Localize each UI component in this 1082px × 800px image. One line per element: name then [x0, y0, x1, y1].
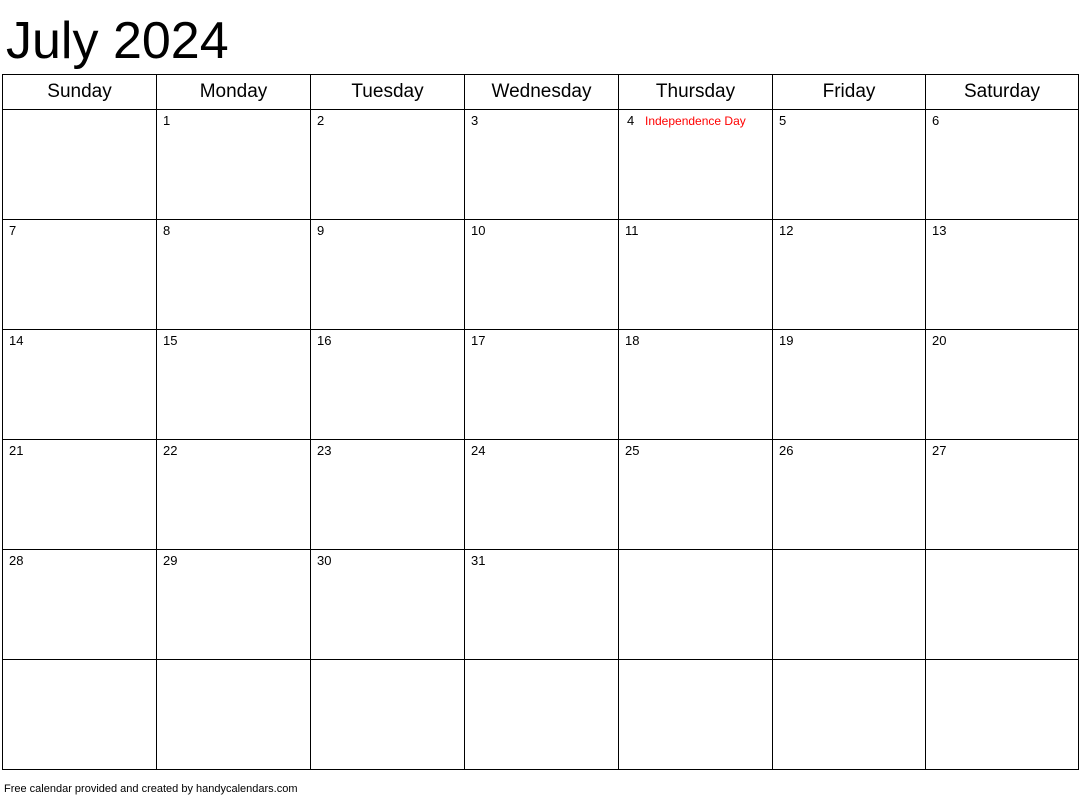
day-cell[interactable]	[3, 220, 157, 330]
day-number: 13	[932, 223, 947, 238]
title-year: 2024	[112, 12, 229, 70]
day-number: 26	[779, 443, 794, 458]
calendar-week-row	[3, 110, 1079, 220]
calendar-week-row	[3, 330, 1079, 440]
day-number: 14	[9, 333, 24, 348]
day-number: 20	[932, 333, 947, 348]
calendar-grid	[2, 74, 1079, 770]
day-cell[interactable]	[465, 550, 619, 660]
day-cell[interactable]	[773, 660, 926, 770]
day-cell[interactable]	[157, 660, 311, 770]
day-number: 30	[317, 553, 332, 568]
day-cell[interactable]	[926, 330, 1079, 440]
day-cell[interactable]	[773, 550, 926, 660]
day-number: 2	[317, 113, 325, 128]
calendar-week-row	[3, 660, 1079, 770]
day-cell[interactable]	[311, 440, 465, 550]
day-cell[interactable]	[311, 550, 465, 660]
day-cell[interactable]	[3, 660, 157, 770]
day-cell[interactable]	[619, 550, 773, 660]
day-number: 16	[317, 333, 332, 348]
day-cell[interactable]	[926, 440, 1079, 550]
day-cell[interactable]	[3, 440, 157, 550]
day-number: 18	[625, 333, 640, 348]
day-cell[interactable]	[773, 440, 926, 550]
day-number: 29	[163, 553, 178, 568]
day-cell[interactable]	[465, 330, 619, 440]
title-month: July	[6, 12, 99, 70]
day-number: 17	[471, 333, 486, 348]
day-number: 22	[163, 443, 178, 458]
day-cell[interactable]	[465, 440, 619, 550]
day-number: 24	[471, 443, 486, 458]
day-cell[interactable]	[157, 330, 311, 440]
day-cell[interactable]	[619, 440, 773, 550]
day-cell[interactable]	[619, 110, 773, 220]
weekday-header-row	[3, 75, 1079, 110]
weekday-header-monday: Monday	[157, 75, 311, 110]
weekday-header-wednesday: Wednesday	[465, 75, 619, 110]
day-cell[interactable]	[311, 220, 465, 330]
day-number: 28	[9, 553, 24, 568]
day-number: 27	[932, 443, 947, 458]
day-number: 19	[779, 333, 794, 348]
day-number: 9	[317, 223, 325, 238]
day-cell[interactable]	[926, 220, 1079, 330]
day-cell[interactable]	[773, 110, 926, 220]
weekday-header-tuesday: Tuesday	[311, 75, 465, 110]
day-number: 8	[163, 223, 171, 238]
day-cell[interactable]	[3, 110, 157, 220]
day-number: 11	[625, 223, 639, 238]
day-cell[interactable]	[619, 660, 773, 770]
day-number: 4	[627, 113, 635, 128]
weekday-header-friday: Friday	[773, 75, 926, 110]
page-title	[0, 0, 1082, 74]
day-cell[interactable]	[3, 550, 157, 660]
day-number: 23	[317, 443, 332, 458]
day-number: 12	[779, 223, 794, 238]
day-cell[interactable]	[157, 550, 311, 660]
day-cell[interactable]	[3, 330, 157, 440]
day-number: 25	[625, 443, 640, 458]
day-number: 7	[9, 223, 17, 238]
day-cell[interactable]	[773, 330, 926, 440]
day-cell[interactable]	[465, 660, 619, 770]
day-cell[interactable]	[465, 220, 619, 330]
weekday-header-thursday: Thursday	[619, 75, 773, 110]
day-cell[interactable]	[773, 220, 926, 330]
day-number: 6	[932, 113, 940, 128]
day-cell[interactable]	[619, 220, 773, 330]
calendar-week-row	[3, 550, 1079, 660]
day-cell[interactable]	[311, 660, 465, 770]
day-number: 15	[163, 333, 178, 348]
weekday-header-saturday: Saturday	[926, 75, 1079, 110]
day-number: 21	[9, 443, 24, 458]
day-cell[interactable]	[926, 550, 1079, 660]
footer-credit: Free calendar provided and created by handycalendars.com	[4, 783, 298, 795]
calendar-week-row	[3, 220, 1079, 330]
day-cell[interactable]	[619, 330, 773, 440]
weekday-header-sunday: Sunday	[3, 75, 157, 110]
day-cell[interactable]	[926, 660, 1079, 770]
day-number: 1	[163, 113, 171, 128]
day-number: 3	[471, 113, 479, 128]
day-cell[interactable]	[157, 220, 311, 330]
calendar-week-row	[3, 440, 1079, 550]
day-cell[interactable]	[926, 110, 1079, 220]
day-cell[interactable]	[465, 110, 619, 220]
day-number: 31	[471, 553, 486, 568]
day-cell[interactable]	[157, 440, 311, 550]
holiday-label: Independence Day	[645, 114, 746, 128]
day-cell[interactable]	[311, 110, 465, 220]
day-cell[interactable]	[157, 110, 311, 220]
day-number: 5	[779, 113, 787, 128]
day-cell[interactable]	[311, 330, 465, 440]
day-number: 10	[471, 223, 486, 238]
